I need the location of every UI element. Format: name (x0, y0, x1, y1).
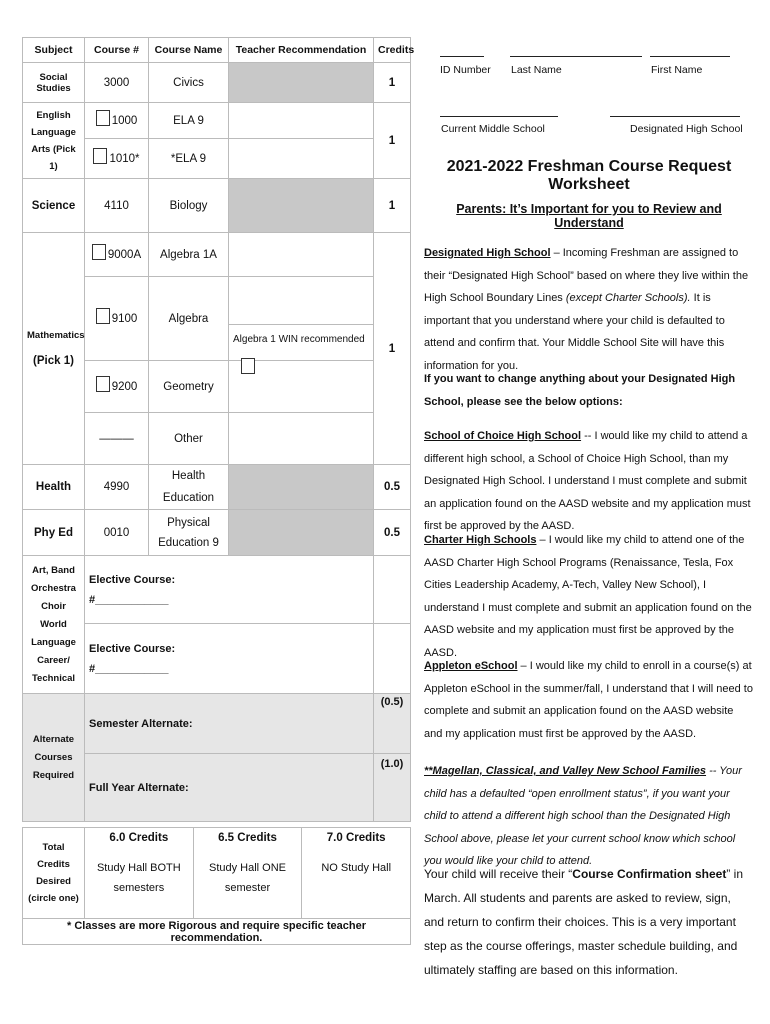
course-name-other: Other (149, 413, 229, 465)
subject-phyed: Phy Ed (23, 510, 85, 556)
para-magellan (424, 760, 754, 873)
ela-1000-no: 1000 (111, 114, 138, 127)
algebra-win-row (229, 325, 373, 355)
eschool-text: – I would like my child to enroll in a course(s) at Appleton eSchool in the summer/fall, I understand that I will need to complete and submit an application found on the AASD website and my application must first be approved by the AASD. (424, 660, 753, 740)
table-row-ela-1 (23, 103, 411, 139)
elective-label-1: Elective Course: (89, 573, 176, 586)
course-name-ela9: ELA 9 (149, 103, 229, 139)
elective-credits-2[interactable] (374, 624, 411, 694)
teacher-rec-ela9-star[interactable] (229, 139, 374, 179)
elective-course-2[interactable] (85, 624, 374, 694)
teacher-rec-civics (229, 63, 374, 103)
teacher-rec-ela9[interactable] (229, 103, 374, 139)
confirm-post: ” in March. All students and parents are asked to review, sign, and return to confirm their choices. This is a very important step as the course offerings, master schedule building, and ultimately staffing are based on this information. (424, 867, 743, 977)
ela-1010-checkbox[interactable] (93, 148, 107, 164)
elective-credits-1[interactable] (374, 556, 411, 624)
current-ms-line[interactable] (440, 116, 558, 117)
subject-math (23, 233, 85, 465)
teacher-rec-algebra (229, 277, 374, 361)
table-row-total (23, 828, 411, 919)
table-row-phyed (23, 510, 411, 556)
credits-health: 0.5 (374, 465, 411, 510)
teacher-rec-phyed (229, 510, 374, 556)
teacher-rec-health (229, 465, 374, 510)
para-eschool (424, 655, 754, 745)
subject-elective: Art, Band Orchestra Choir World Language Career/ Technical (23, 556, 85, 694)
credits-math: 1 (374, 233, 411, 465)
table-header-row (23, 38, 411, 63)
id-number-label: ID Number (440, 64, 491, 76)
course-name-ela9-star: *ELA 9 (149, 139, 229, 179)
course-name-algebra1a: Algebra 1A (149, 233, 229, 277)
dhs-heading: Designated High School (424, 247, 551, 259)
full-year-alternate-credits: (1.0) (374, 754, 411, 822)
last-name-label: Last Name (511, 64, 562, 76)
subject-total: Total Credits Desired (circle one) (23, 828, 85, 919)
course-name-health: Health Education (149, 465, 229, 510)
course-no-civics: 3000 (85, 63, 149, 103)
math-option-3 (85, 361, 149, 413)
table-row-elective-1 (23, 556, 411, 624)
full-year-alternate[interactable]: Full Year Alternate: (85, 754, 374, 822)
total-option-6[interactable] (85, 828, 194, 918)
algebra-win-label: Algebra 1 WIN recommended (233, 333, 365, 345)
course-name-biology: Biology (149, 179, 229, 233)
para-change: If you want to change anything about your Designated High School, please see the below options: (424, 373, 736, 408)
total-option-6-note: Study Hall BOTH semesters (96, 862, 181, 894)
math-9100-no: 9100 (111, 312, 138, 325)
course-no-biology: 4110 (85, 179, 149, 233)
header-teacher-rec: Teacher Recommendation (229, 38, 374, 63)
total-option-7-note: NO Study Hall (321, 862, 392, 874)
teacher-rec-other[interactable] (229, 413, 374, 465)
table-row-science (23, 179, 411, 233)
para-school-of-choice (424, 425, 754, 538)
ela-option-1 (85, 103, 149, 139)
para-charter (424, 529, 754, 664)
course-no-phyed: 0010 (85, 510, 149, 556)
table-row-footnote (23, 919, 411, 945)
page-subtitle: Parents: It’s Important for you to Review and Understand (456, 202, 722, 230)
total-option-7[interactable] (302, 828, 410, 918)
ela-option-2 (85, 139, 149, 179)
charter-text: – I would like my child to attend one of the AASD Charter High School Programs (Renaissance, Tesla, Fox Cities Leadership Academy, A-Tech, Valley New School), I understand I must complete and submit an application found on the AASD website and my application must first be approved by the AASD. (424, 534, 752, 659)
math-option-1 (85, 233, 149, 277)
course-name-geometry: Geometry (149, 361, 229, 413)
teacher-rec-algebra1a[interactable] (229, 233, 374, 277)
total-option-6-5-label: 6.5 Credits (218, 832, 277, 844)
subject-ela: English Language Arts (Pick 1) (23, 103, 85, 179)
elective-blank-2: #____________ (89, 662, 169, 675)
first-name-label: First Name (651, 64, 703, 76)
ela-1010-no: 1010* (109, 152, 140, 165)
table-row-alternate-1 (23, 694, 411, 754)
table-row-social-studies (23, 63, 411, 103)
elective-blank-1: #____________ (89, 593, 169, 606)
confirm-pre: Your child will receive their “ (424, 867, 573, 881)
page-title: 2021-2022 Freshman Course Request Worksheet (446, 158, 732, 193)
semester-alternate[interactable]: Semester Alternate: (85, 694, 374, 754)
dhs-text-2: It is important that you understand where your child is defaulted to attend and confirm that. Your Middle School Site will have this information for you. (424, 292, 725, 372)
total-option-6-5-note: Study Hall ONE semester (208, 862, 287, 894)
header-subject: Subject (23, 38, 85, 63)
eschool-heading: Appleton eSchool (424, 660, 518, 672)
math-9200-checkbox[interactable] (96, 376, 110, 392)
total-options-row (85, 828, 410, 918)
math-9100-checkbox[interactable] (96, 308, 110, 324)
credits-phyed: 0.5 (374, 510, 411, 556)
header-course-name: Course Name (149, 38, 229, 63)
first-name-line[interactable] (650, 56, 730, 57)
math-9000a-no: 9000A (107, 248, 142, 261)
designated-hs-line[interactable] (610, 116, 740, 117)
total-option-6-5[interactable] (194, 828, 303, 918)
confirm-bold: Course Confirmation sheet (572, 867, 727, 881)
math-option-2 (85, 277, 149, 361)
footnote: * Classes are more Rigorous and require specific teacher recommendation. (23, 919, 411, 945)
designated-hs-label: Designated High School (630, 123, 743, 135)
course-request-table (22, 37, 415, 945)
header-credits: Credits (374, 38, 411, 63)
total-option-7-label: 7.0 Credits (326, 832, 386, 844)
last-name-line[interactable] (510, 56, 642, 57)
subject-math-label: Mathematics (27, 330, 85, 341)
subject-social-studies: Social Studies (23, 63, 85, 103)
math-option-other-no: ——— (85, 413, 149, 465)
math-9000a-checkbox[interactable] (92, 244, 106, 260)
magellan-heading: **Magellan, Classical, and Valley New School Families (424, 765, 707, 777)
charter-heading: Charter High Schools (424, 534, 537, 546)
current-ms-label: Current Middle School (441, 123, 545, 135)
credits-civics: 1 (374, 63, 411, 103)
course-no-health: 4990 (85, 465, 149, 510)
total-options (85, 828, 411, 919)
magellan-text: -- Your child has a defaulted “open enrollment status”, if you want your child to attend a different high school than the Designated High School above, please let your current school know which school you would like your child to attend. (424, 765, 742, 867)
elective-label-2: Elective Course: (89, 642, 176, 655)
choice-text: -- I would like my child to attend a different high school, a School of Choice High School, than my Designated High School. I understand I must complete and submit an application found on the AASD website and my application must first be approved by the AASD. (424, 430, 751, 532)
elective-course-1[interactable] (85, 556, 374, 624)
teacher-rec-algebra-field[interactable] (229, 283, 373, 325)
ela-1000-checkbox[interactable] (96, 110, 110, 126)
table-row-math-1 (23, 233, 411, 277)
total-option-6-label: 6.0 Credits (109, 832, 169, 844)
para-designated-hs (424, 242, 754, 377)
algebra-win-checkbox[interactable] (241, 358, 255, 374)
dhs-italic: (except Charter Schools). (565, 292, 691, 304)
subject-alternate: Alternate Courses Required (23, 694, 85, 822)
course-name-civics: Civics (149, 63, 229, 103)
para-confirmation (424, 862, 754, 982)
course-name-phyed: Physical Education 9 (149, 510, 229, 556)
math-9200-no: 9200 (111, 380, 138, 393)
course-name-algebra: Algebra (149, 277, 229, 361)
id-number-line[interactable] (440, 56, 484, 57)
header-course-no: Course # (85, 38, 149, 63)
dhs-text: – Incoming Freshman are assigned to their “Designated High School” based on where they live within the High School Boundary Lines (424, 247, 749, 304)
choice-heading: School of Choice High School (424, 430, 582, 442)
semester-alternate-credits: (0.5) (374, 694, 411, 754)
subject-math-pick: (Pick 1) (33, 355, 74, 367)
table-row-health (23, 465, 411, 510)
credits-ela: 1 (374, 103, 411, 179)
teacher-rec-biology (229, 179, 374, 233)
subject-health: Health (23, 465, 85, 510)
subject-science: Science (23, 179, 85, 233)
credits-science: 1 (374, 179, 411, 233)
